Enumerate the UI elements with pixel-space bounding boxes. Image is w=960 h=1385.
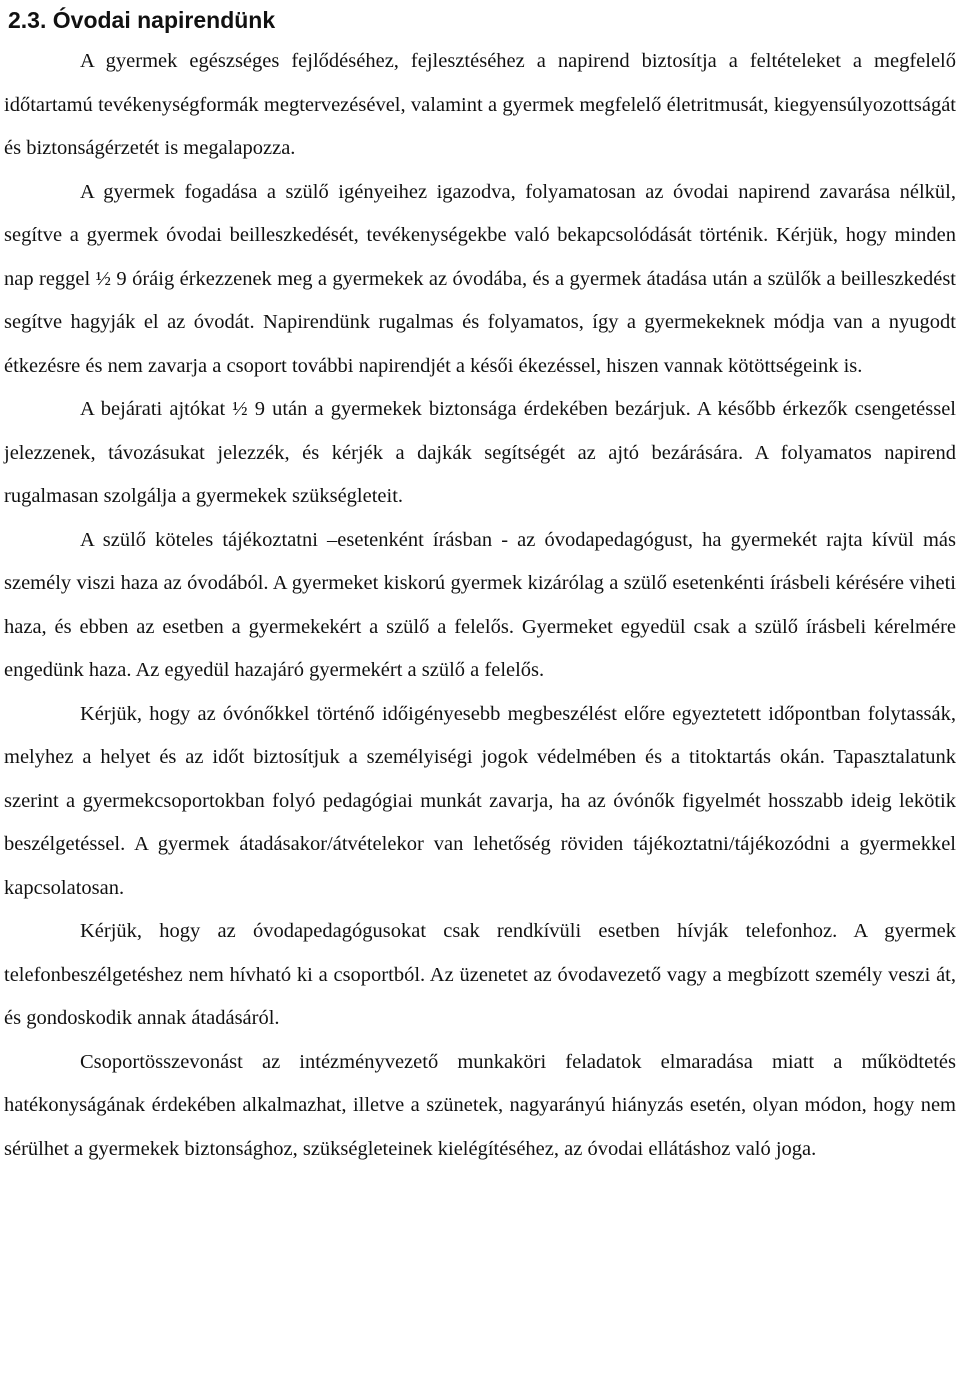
paragraph: A szülő köteles tájékoztatni –esetenként írásban - az óvodapedagógust, ha gyermekét rajta kívül más személy viszi haza az óvodából. A gyermeket kiskorú gyermek kizárólag a szülő esetenkénti írásbeli kérésére viheti haza, és ebben az esetben a gyermekekért a szülő a felelős. Gyermeket egyedül csak a szülő írásbeli kérelmére engedünk haza. Az egyedül hazajáró gyermekért a szülő a felelős.: [4, 528, 956, 681]
paragraph: Kérjük, hogy az óvónőkkel történő időigényesebb megbeszélést előre egyeztetett időpontban folytassák, melyhez a helyet és az időt biztosítjuk a személyiségi jogok védelmében és a titoktartás okán. Tapasztalatunk szerint a gyermekcsoportokban folyó pedagógiai munkát zavarja, ha az óvónők figyelmét hosszabb ideig lekötik beszélgetéssel. A gyermek átadásakor/átvételekor van lehetőség röviden tájékoztatni/tájékozódni a gyermekkel kapcsolatosan.: [4, 702, 956, 899]
paragraph: A gyermek fogadása a szülő igényeihez igazodva, folyamatosan az óvodai napirend zavarása nélkül, segítve a gyermek óvodai beilleszkedését, tevékenységekbe való bekapcsolódását történik. Kérjük, hogy minden nap reggel ½ 9 óráig érkezzenek meg a gyermekek az óvodába, és a gyermek átadása után a szülők a beilleszkedést segítve hagyják el az óvodát. Napirendünk rugalmas és folyamatos, így a gyermekeknek módja van a nyugodt étkezésre és nem zavarja a csoport további napirendjét a késői ékezéssel, hiszen vannak kötöttségeink is.: [4, 180, 956, 377]
section-heading: [8, 6, 956, 34]
paragraph: A bejárati ajtókat ½ 9 után a gyermekek biztonsága érdekében bezárjuk. A később érkezők csengetéssel jelezzenek, távozásukat jelezzék, és kérjék a dajkák segítségét az ajtó bezárására. A folyamatos napirend rugalmasan szolgálja a gyermekek szükségleteit.: [4, 398, 956, 507]
section-title: Óvodai napirendünk: [52, 7, 276, 33]
paragraph: Csoportösszevonást az intézményvezető munkaköri feladatok elmaradása miatt a működtetés hatékonyságának érdekében alkalmazhat, illetve a szünetek, nagyarányú hiányzás esetén, olyan módon, hogy nem sérülhet a gyermekek biztonsághoz, szükségleteinek kielégítéséhez, az óvodai ellátáshoz való joga.: [4, 1050, 956, 1160]
document-page: [0, 6, 960, 1385]
paragraph: A gyermek egészséges fejlődéséhez, fejlesztéséhez a napirend biztosítja a feltételeket a megfelelő időtartamú tevékenységformák megtervezésével, valamint a gyermek megfelelő életritmusát, kiegyensúlyozottságát és biztonságérzetét is megalapozza.: [4, 50, 956, 159]
section-number: 2.3.: [8, 7, 47, 33]
paragraph: Kérjük, hogy az óvodapedagógusokat csak rendkívüli esetben hívják telefonhoz. A gyermek telefonbeszélgetéshez nem hívható ki a csoportból. Az üzenetet az óvodavezető vagy a megbízott személy veszi át, és gondoskodik annak átadásáról.: [4, 920, 956, 1029]
